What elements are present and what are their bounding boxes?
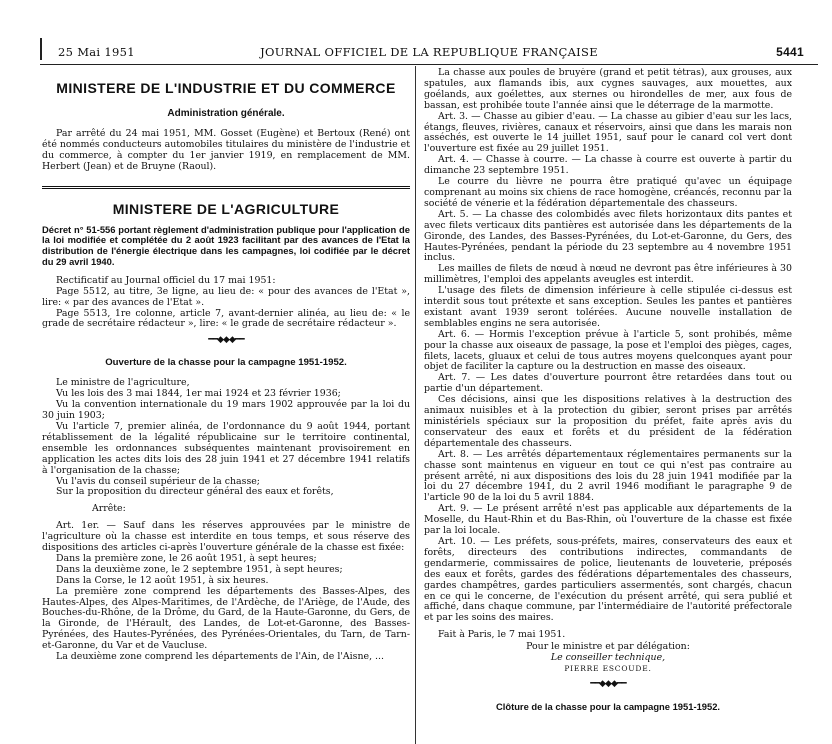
signature-title: Le conseiller technique,: [550, 652, 666, 664]
corse-date: Dans la Corse, le 12 août 1951, à six heures.: [56, 574, 269, 586]
column-separator: [415, 66, 416, 744]
second-zone-paragraph: La deuxième zone comprend les départements de l'Ain, de l'Aisne, ...: [56, 651, 384, 663]
left-column: [42, 68, 410, 744]
prohibited-species-paragraph: La chasse aux poules de bruyère (grand et petit tétras), aux grouses, aux spatules, aux flamands ibis, aux cygnes sauvages, aux mouettes, aux goélands, aux goélettes, aux sternes ou hirondelles de mer, aux fous de bassan, est prohibée toute l'année ainsi que le déterrage de la marmotte.: [424, 68, 792, 111]
arrete-line: Le ministre de l'agriculture,: [56, 377, 190, 389]
article-4: Art. 4. — Chasse à courre. — La chasse à courre est ouverte à partir du dimanche 23 septembre 1951.: [424, 154, 792, 177]
ornament-divider: ━━◆◆◆━━: [590, 679, 626, 690]
arrete-line: Vu l'avis du conseil supérieur de la chasse;: [56, 475, 260, 487]
header-rule: [40, 64, 818, 65]
right-column: [424, 68, 792, 744]
article-5-paragraph: Les mailles de filets de nœud à nœud ne devront pas être inférieures à 30 millimètres, l'emploi des appelants aveugles est interdit.: [424, 263, 792, 286]
decret-heading: Décret n° 51-556 portant règlement d'administration publique pour l'application de la loi modifiée et complétée du 2 août 1923 facilitant par des avances de l'Etat la distribution de l'énergie électrique dans les campagnes, loi codifiée par le décret du 29 avril 1940.: [42, 223, 410, 268]
rectificatif-page-5512: Page 5512, au titre, 3e ligne, au lieu de: « pour des avances de l'Etat », lire: « par des avances de l'Etat ».: [42, 285, 410, 308]
next-section-title: Clôture de la chasse pour la campagne 1951-1952.: [495, 701, 721, 713]
article-8: Art. 8. — Les arrêtés départementaux réglementaires permanents sur la chasse sont maintenus en vigueur en tout ce qui n'est pas contraire au présent arrêté, ni aux dispositions des lois du 28 juin 1941 modifiée par la loi du 27 décembre 1941, du 2 avril 1946 modifiant le paragraphe 9 de l'article 90 de la loi du 5 avril 1884.: [424, 448, 792, 504]
first-zone-paragraph: La première zone comprend les départements des Basses-Alpes, des Hautes-Alpes, des Alpes-Maritimes, de l'Ardèche, de l'Ariège, de l'Aude, des Bouches-du-Rhône, de la Drôme, du Gard, de la Haute-Garonne, du Gers, de la Gironde, de l'Hérault, des Landes, de Lot-et-Garonne, des Basses-Pyrénées, des Hautes-Pyrénées, des Pyrénées-Orientales, du Tarn, de Tarn-et-Garonne, du Var et de Vaucluse.: [42, 585, 410, 652]
header-date: 25 Mai 1951: [58, 45, 135, 59]
ornament-divider: ━━◆◆◆━━: [208, 335, 244, 346]
fait-a-paris: Fait à Paris, le 7 mai 1951.: [438, 629, 566, 641]
arrete-keyword: Arrête:: [92, 503, 126, 515]
ministry-industry-title: MINISTERE DE L'INDUSTRIE ET DU COMMERCE: [56, 80, 396, 96]
signature-name: PIERRE ESCOUDE.: [564, 664, 652, 674]
arrete-line: Vu les lois des 3 mai 1844, 1er mai 1924 et 23 février 1936;: [56, 388, 341, 400]
page-header: [40, 45, 818, 63]
article-10: Art. 10. — Les préfets, sous-préfets, maires, conservateurs des eaux et forêts, directeurs des contributions indirectes, commandants de gendarmerie, commissaires de police, lieutenants de louveterie, préposés des eaux et forêts, gardes des fédérations départementales des chasseurs, gardes champêtres, gardes particuliers assermentés, sont chargés, chacun en ce qui le concerne, de l'exécution du présent arrêté, qui sera publié et affiché, dans chaque commune, par l'intermédiaire de l'autorité préfectorale et par les soins des maires.: [424, 535, 792, 624]
header-page-number: 5441: [776, 45, 804, 59]
article-5: Art. 5. — La chasse des colombidés avec filets horizontaux dits pantes et avec filets verticaux dits pantières est autorisée dans les départements de la Gironde, des Landes, des Basses-Pyrénées, du Lot-et-Garonne, du Gers, des Hautes-Pyrénées, pendant la période du 23 septembre au 4 novembre 1951 inclus.: [424, 208, 792, 264]
arrete-line: Vu la convention internationale du 19 mars 1902 approuvée par la loi du 30 juin 1903;: [42, 399, 410, 422]
zone-1-date: Dans la première zone, le 26 août 1951, à sept heures;: [56, 552, 317, 564]
ministry-agriculture-title: MINISTERE DE L'AGRICULTURE: [112, 200, 340, 217]
zone-2-date: Dans la deuxième zone, le 2 septembre 1951, à sept heures;: [56, 563, 343, 575]
article-7-paragraph: Ces décisions, ainsi que les dispositions relatives à la destruction des animaux nuisibles et à la protection du gibier, seront prises par arrêtés ministériels spéciaux sur la proposition du préfet, faite après avis du conservateur des eaux et forêts et du président de la fédération départementale des chasseurs.: [424, 394, 792, 449]
arrete-line: Sur la proposition du directeur général des eaux et forêts,: [56, 486, 334, 498]
ouverture-title: Ouverture de la chasse pour la campagne 1951-1952.: [105, 357, 347, 369]
industry-paragraph: Par arrêté du 24 mai 1951, MM. Gosset (Eugène) et Bertoux (René) ont été nommés conducteurs automobiles titulaires du ministère de l'industrie et du commerce, à compter du 1er janvier 1919, en remplacement de MM. Herbert (Jean) et de Bruyne (Raoul).: [42, 128, 410, 172]
article-6: Art. 6. — Hormis l'exception prévue à l'article 5, sont prohibés, même pour la chasse aux oiseaux de passage, la pose et l'emploi des pièges, cages, filets, lacets, gluaux et celui de tous autres moyens quelconques ayant pour objet de faciliter la capture ou la destruction en masse des oiseaux.: [424, 328, 792, 373]
rectificatif-page-5513: Page 5513, 1re colonne, article 7, avant-dernier alinéa, au lieu de: « le grade de secrétaire rédacteur », lire: « le grade de secrétaire rédacteur ».: [42, 307, 410, 330]
signature-block: [424, 641, 792, 674]
article-7: Art. 7. — Les dates d'ouverture pourront être retardées dans tout ou partie d'un département.: [424, 372, 792, 395]
article-1: Art. 1er. — Sauf dans les réserves approuvées par le ministre de l'agriculture où la chasse est interdite en tous temps, et sous réserve des dispositions des articles ci-après l'ouverture générale de la chasse est fixée:: [42, 520, 410, 554]
article-3: Art. 3. — Chasse au gibier d'eau. — La chasse au gibier d'eau sur les lacs, étangs, fleuves, rivières, canaux et réservoirs, ainsi que dans les marais non asséchés, est ouverte le 14 juillet 1951, sauf pour le canard col vert dont l'ouverture est fixée au 29 juillet 1951.: [424, 110, 792, 155]
article-9: Art. 9. — Le présent arrêté n'est pas applicable aux départements de la Moselle, du Haut-Rhin et du Bas-Rhin, où l'ouverture de la chasse est fixée par la loi locale.: [424, 503, 792, 537]
section-rule: [42, 186, 410, 189]
arrete-line: Vu l'article 7, premier alinéa, de l'ordonnance du 9 août 1944, portant rétablissement de la légalité républicaine sur le territoire continental, ensemble les ordonnances subséquentes maintenant provisoirement en application les actes dits lois des 28 juin 1941 et 27 décembre 1941 relatifs à l'organisation de la chasse;: [42, 420, 410, 476]
rectificatif-line: Rectificatif au Journal officiel du 17 mai 1951:: [56, 274, 276, 286]
industry-subtitle: Administration générale.: [167, 108, 285, 119]
article-5-paragraph: L'usage des filets de dimension inférieure à celle stipulée ci-dessus est interdit sous tout prétexte et sans exception. Seules les pantes et pantières existant avant 1939 seront tolérées. Aucune nouvelle installation de semblables engins ne sera autorisée.: [424, 285, 792, 329]
signature-line: Pour le ministre et par délégation:: [526, 641, 690, 653]
article-4-paragraph: Le courre du lièvre ne pourra être pratiqué qu'avec un équipage comprenant au moins six chiens de race homogène, créancés, reconnu par la société de vénerie et la fédération départementale des chasseurs.: [424, 176, 792, 209]
header-journal-title: JOURNAL OFFICIEL DE LA REPUBLIQUE FRANÇAISE: [260, 45, 598, 59]
